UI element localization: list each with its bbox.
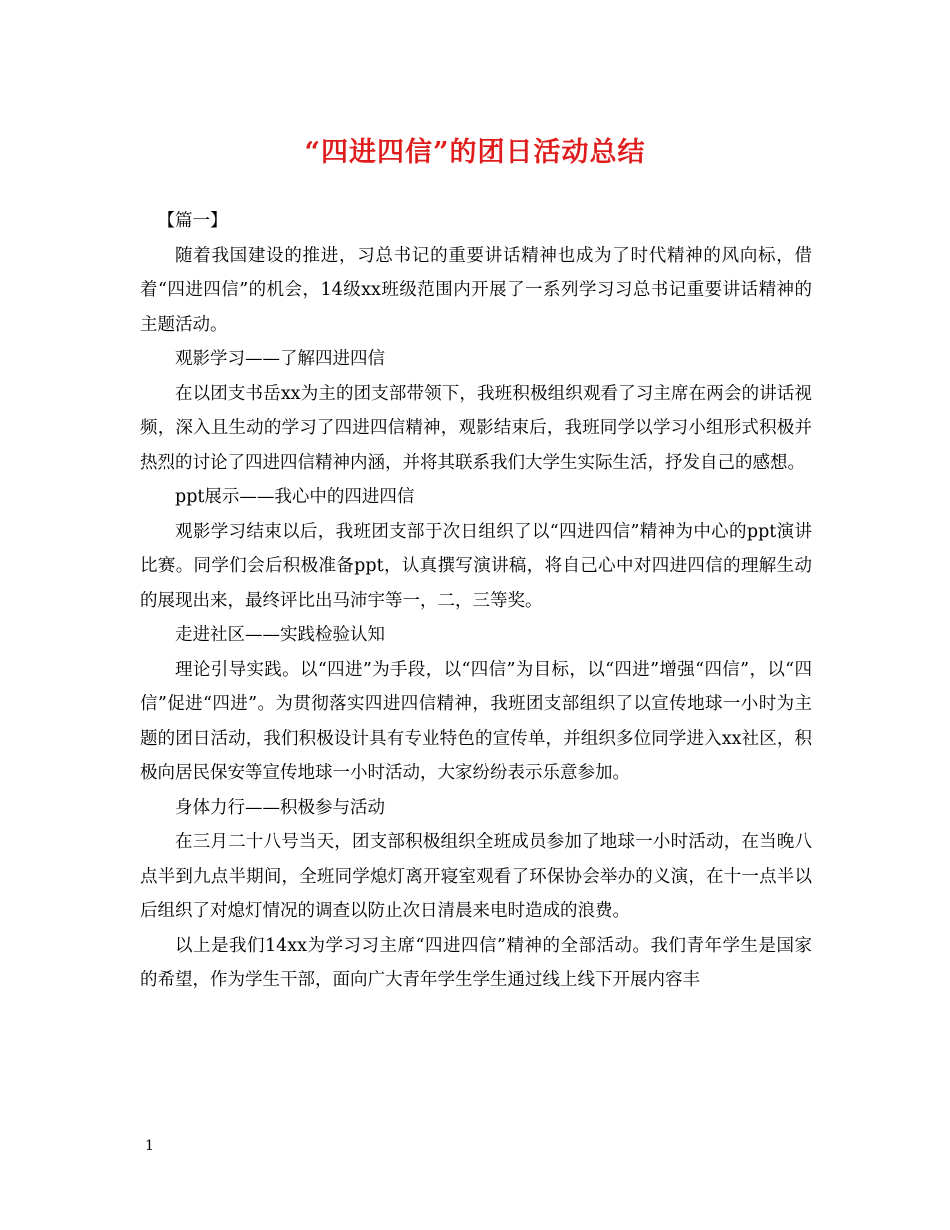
heading-participation: 身体力行——积极参与活动	[175, 797, 385, 818]
paragraph-movie-study: 在以团支书岳xx为主的团支部带领下，我班积极组织观看了习主席在两会的讲话视频，深入且生动的学习了四进四信精神，观影结束后，我班同学以学习小组形式积极并热烈的讨论了四进四信精神内涵，并将其联系我们大学生实际生活，抒发自己的感想。	[140, 383, 812, 473]
heading-ppt-show: ppt展示——我心中的四进四信	[175, 487, 415, 507]
paragraph-ppt-show: 观影学习结束以后，我班团支部于次日组织了以“四进四信”精神为中心的ppt演讲比赛。同学们会后积极准备ppt，认真撰写演讲稿，将自己心中对四进四信的理解生动的展现出来，最终评比出马沛宇等一，二，三等奖。	[140, 521, 812, 611]
document-body	[140, 204, 812, 998]
paragraph-community: 理论引导实践。以“四进”为手段，以“四信”为目标，以“四进”增强“四信”，以“四信”促进“四进”。为贯彻落实四进四信精神，我班团支部组织了以宣传地球一小时为主题的团日活动，我们积极设计具有专业特色的宣传单，并组织多位同学进入xx社区，积极向居民保安等宣传地球一小时活动，大家纷纷表示乐意参加。	[140, 659, 812, 783]
paragraph-participation: 在三月二十八号当天，团支部积极组织全班成员参加了地球一小时活动，在当晚八点半到九点半期间，全班同学熄灯离开寝室观看了环保协会举办的义演，在十一点半以后组织了对熄灯情况的调查以防止次日清晨来电时造成的浪费。	[140, 832, 812, 921]
section-label: 【篇一】	[157, 211, 228, 231]
document-title: “四进四信”的团日活动总结	[304, 137, 646, 168]
heading-movie-study: 观影学习——了解四进四信	[175, 349, 385, 369]
page-number: 1	[145, 1138, 154, 1154]
paragraph-conclusion: 以上是我们14xx为学习习主席“四进四信”精神的全部活动。我们青年学生是国家的希望，作为学生干部，面向广大青年学生学生通过线上线下开展内容丰	[140, 935, 812, 990]
heading-community: 走进社区——实践检验认知	[175, 625, 385, 645]
paragraph-intro: 随着我国建设的推进，习总书记的重要讲话精神也成为了时代精神的风向标，借着“四进四信”的机会，14级xx班级范围内开展了一系列学习习总书记重要讲话精神的主题活动。	[140, 245, 812, 335]
